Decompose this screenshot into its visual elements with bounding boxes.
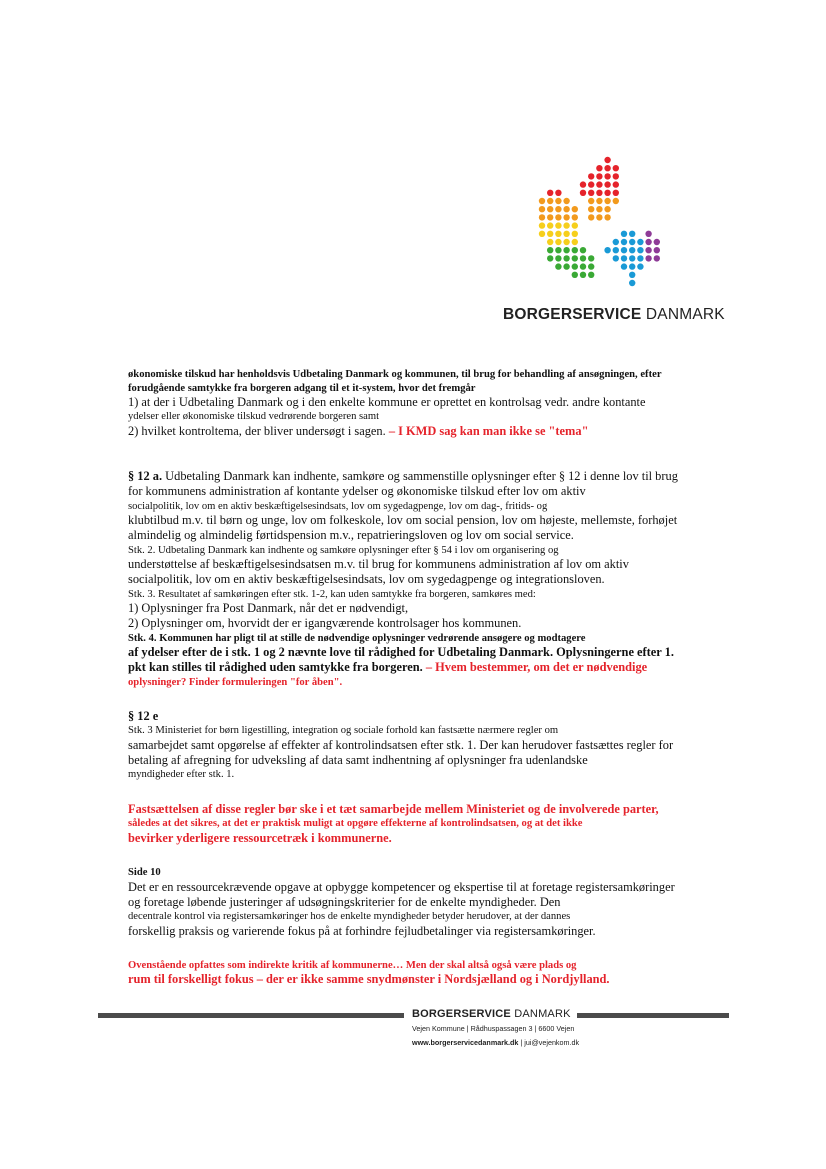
- logo-dot-25: [596, 198, 602, 204]
- logo-dot-44: [539, 222, 545, 228]
- footer-web: [412, 1038, 579, 1047]
- logo-dot-6: [604, 173, 610, 179]
- logo-dot-81: [629, 239, 635, 245]
- section-12a-text: Udbetaling Danmark kan indhente, samkøre og sammenstille oplysninger efter § 12 i denne lov til brug for kommunens administration af kontante ydelser og økonomiske tilskud efter lov om aktiv: [128, 469, 678, 499]
- logo-dot-11: [604, 181, 610, 187]
- para-2: 1) at der i Udbetaling Danmark og i den enkelte kommune er oprettet en kontrolsag vedr. andre kontante: [128, 395, 646, 410]
- logo-dot-96: [629, 280, 635, 286]
- logo-dot-22: [555, 198, 561, 204]
- logo-dot-50: [547, 231, 553, 237]
- logo-dot-13: [547, 190, 553, 196]
- logo-dot-10: [596, 181, 602, 187]
- logo-dot-83: [604, 247, 610, 253]
- stk2-cont: understøttelse af beskæftigelsesindsatsen m.v. til brug for kommunens administration af lov om aktiv socialpolitik, lov om en aktiv beskæftigelsesindsats, lov om sygedagpenge og integrationsloven.: [128, 557, 629, 587]
- logo-dot-21: [547, 198, 553, 204]
- section-12e-heading: § 12 e: [128, 709, 159, 724]
- para-1: økonomiske tilskud har henholdsvis Udbetaling Danmark og kommunen, til brug for behandling af ansøgningen, efter forudgående samtykke fra borgeren adgang til et it-system, hvor det fremgår: [128, 369, 662, 394]
- comment-a-line1: Fastsættelsen af disse regler bør ske i et tæt samarbejde mellem Ministeriet og de involverede parter,: [128, 801, 659, 816]
- header-brand: [503, 306, 725, 324]
- para-4-text: 2) hvilket kontroltema, der bliver undersøgt i sagen.: [128, 423, 389, 438]
- logo-dot-62: [580, 247, 586, 253]
- logo-dot-87: [637, 247, 643, 253]
- para-4: [128, 424, 690, 439]
- section-12e-line1: Stk. 3 Ministeriet for børn ligestilling, integration og sociale forhold kan fastsætte nærmere regler om: [128, 725, 559, 737]
- logo-dot-90: [629, 255, 635, 261]
- comment-b-line1: Ovenstående opfattes som indirekte kritik af kommunerne… Men der skal altså også være plads og: [128, 959, 577, 971]
- stk4: Stk. 4. Kommunen har pligt til at stille de nødvendige oplysninger vedrørende ansøgere og modtagere: [128, 632, 586, 644]
- logo-dot-55: [555, 239, 561, 245]
- logo-dot-17: [596, 190, 602, 196]
- comment-a-line2: således at det sikres, at det er praktisk muligt at opgøre effekterne af kontrolindsatsen, og at det ikke: [128, 818, 583, 830]
- logo-dot-45: [547, 222, 553, 228]
- logo-dot-3: [613, 165, 619, 171]
- logo-dot-36: [539, 214, 545, 220]
- logo-dot-91: [637, 255, 643, 261]
- logo-dot-60: [563, 247, 569, 253]
- stk4-comment-2: oplysninger? Finder formuleringen "for åben".: [128, 676, 343, 688]
- comment-b-line2: rum til forskelligt fokus – der er ikke samme snydmønster i Nordsjælland og i Nordjylland.: [128, 972, 610, 987]
- logo-dot-19: [613, 190, 619, 196]
- logo-dot-8: [580, 181, 586, 187]
- logo-dot-72: [580, 263, 586, 269]
- side-10-line3: forskellig praksis og varierende fokus på at forhindre fejludbetalinger via registersamkøringer.: [128, 923, 596, 938]
- logo-dot-37: [547, 214, 553, 220]
- section-12a-line2: socialpolitik, lov om en aktiv beskæftigelsesindsats, lov om sygedagpenge, lov om dag-, fritids- og: [128, 500, 548, 512]
- stk4-comment: – Hvem bestemmer, om det er nødvendige: [425, 660, 648, 675]
- logo-dot-43: [604, 214, 610, 220]
- footer-bar-left: [98, 1013, 404, 1018]
- logo-dot-41: [588, 214, 594, 220]
- logo-dot-70: [563, 263, 569, 269]
- logo-dot-47: [563, 222, 569, 228]
- logo-dot-74: [572, 272, 578, 278]
- logo-dot-18: [604, 190, 610, 196]
- footer-bar-right: [577, 1013, 729, 1018]
- logo-dot-51: [555, 231, 561, 237]
- logo-dot-73: [588, 263, 594, 269]
- logo-dot-46: [555, 222, 561, 228]
- stk4-cont: [128, 645, 690, 675]
- logo-dot-63: [547, 255, 553, 261]
- logo-dot-48: [572, 222, 578, 228]
- section-12a-heading: § 12 a.: [128, 469, 163, 484]
- logo-dot-97: [645, 231, 651, 237]
- logo-dot-68: [588, 255, 594, 261]
- logo-dot-20: [539, 198, 545, 204]
- logo-dot-103: [654, 255, 660, 261]
- logo-dot-76: [588, 272, 594, 278]
- comment-a-line3: bevirker yderligere ressourcetræk i kommunerne.: [128, 830, 392, 845]
- logo-dot-67: [580, 255, 586, 261]
- section-12a-line3: klubtilbud m.v. til børn og unge, lov om folkeskole, lov om social pension, lov om højeste, mellemste, forhøjet almindelig og almindelig førtidspension m.v., repatrieringsloven og lov om social service.: [128, 513, 678, 543]
- footer-website-link[interactable]: www.borgerservicedanmark.dk: [412, 1038, 519, 1047]
- logo-dot-1: [596, 165, 602, 171]
- logo-dot-86: [629, 247, 635, 253]
- logo-dot-33: [588, 206, 594, 212]
- logo-dot-59: [555, 247, 561, 253]
- logo-dot-101: [654, 247, 660, 253]
- logo-dot-5: [596, 173, 602, 179]
- logo-dot-35: [604, 206, 610, 212]
- para-3: ydelser eller økonomiske tilskud vedrørende borgeren samt: [128, 411, 380, 423]
- side-10-heading: Side 10: [128, 866, 161, 878]
- logo-dot-49: [539, 231, 545, 237]
- logo-dot-95: [629, 272, 635, 278]
- logo-dot-15: [580, 190, 586, 196]
- document-body: [128, 368, 690, 988]
- footer-address: Vejen Kommune | Rådhuspassagen 3 | 6600 Vejen: [412, 1024, 575, 1033]
- logo-dot-78: [629, 231, 635, 237]
- side-10-line2: decentrale kontrol via registersamkøringer hos de enkelte myndigheder betyder herudover, at der dannes: [128, 910, 571, 922]
- logo-dot-38: [555, 214, 561, 220]
- logo-dot-26: [604, 198, 610, 204]
- logo-dot-65: [563, 255, 569, 261]
- logo-dot-7: [613, 173, 619, 179]
- logo-dot-34: [596, 206, 602, 212]
- logo-dot-2: [604, 165, 610, 171]
- logo-dot-30: [555, 206, 561, 212]
- para-4-comment: – I KMD sag kan man ikke se "tema": [388, 423, 589, 438]
- logo-dot-92: [621, 263, 627, 269]
- logo-dot-100: [645, 247, 651, 253]
- logo-dot-4: [588, 173, 594, 179]
- logo-dot-64: [555, 255, 561, 261]
- logo-dot-12: [613, 181, 619, 187]
- logo-dot-52: [563, 231, 569, 237]
- stk3: Stk. 3. Resultatet af samkøringen efter stk. 1-2, kan uden samtykke fra borgeren, samkøres med:: [128, 588, 536, 600]
- footer-brand: [412, 1008, 571, 1020]
- logo-dot-39: [563, 214, 569, 220]
- logo-dot-80: [621, 239, 627, 245]
- logo-dot-27: [613, 198, 619, 204]
- logo-dot-54: [547, 239, 553, 245]
- section-12a: [128, 469, 690, 499]
- logo-dot-99: [654, 239, 660, 245]
- header-brand-bold: BORGERSERVICE: [503, 306, 642, 323]
- logo-dot-24: [588, 198, 594, 204]
- section-12e-line2: samarbejdet samt opgørelse af effekter af kontrolindsatsen efter stk. 1. Der kan herudover fastsættes regler for betaling af afregning for udveksling af data samt indhentning af oplysninger fra udenlandske: [128, 737, 674, 768]
- logo-dot-94: [637, 263, 643, 269]
- footer-brand-light: DANMARK: [510, 1008, 571, 1020]
- logo-dot-32: [572, 206, 578, 212]
- logo-dot-89: [621, 255, 627, 261]
- logo-dot-0: [604, 157, 610, 163]
- logo-dot-102: [645, 255, 651, 261]
- logo-dot-56: [563, 239, 569, 245]
- logo-dot-77: [621, 231, 627, 237]
- section-12e-line3: myndigheder efter stk. 1.: [128, 769, 235, 781]
- footer-email[interactable]: | jui@vejenkom.dk: [518, 1038, 580, 1047]
- stk3-item-1: 1) Oplysninger fra Post Danmark, når det er nødvendigt,: [128, 601, 409, 616]
- side-10-line1: Det er en ressourcekrævende opgave at opbygge kompetencer og ekspertise til at foretage registersamkøringer og foretage løbende justeringer af udsøgningskriterier for de enkelte myndigheder. Den: [128, 879, 675, 909]
- logo-dot-16: [588, 190, 594, 196]
- logo-dot-58: [547, 247, 553, 253]
- logo-dot-75: [580, 272, 586, 278]
- footer-brand-bold: BORGERSERVICE: [412, 1008, 511, 1020]
- stk2: Stk. 2. Udbetaling Danmark kan indhente og samkøre oplysninger efter § 54 i lov om organisering og: [128, 544, 559, 556]
- logo-dot-29: [547, 206, 553, 212]
- logo-dot-9: [588, 181, 594, 187]
- logo-dot-71: [572, 263, 578, 269]
- logo-dot-28: [539, 206, 545, 212]
- logo-dot-79: [613, 239, 619, 245]
- logo-dot-14: [555, 190, 561, 196]
- stk3-item-2: 2) Oplysninger om, hvorvidt der er igangværende kontrolsager hos kommunen.: [128, 616, 522, 631]
- denmark-dot-map-logo-icon: [536, 154, 666, 304]
- logo-dot-53: [572, 231, 578, 237]
- logo-dot-85: [621, 247, 627, 253]
- logo-dot-40: [572, 214, 578, 220]
- logo-dot-69: [555, 263, 561, 269]
- logo-dot-23: [563, 198, 569, 204]
- logo-dot-42: [596, 214, 602, 220]
- logo-dot-61: [572, 247, 578, 253]
- logo-dot-57: [572, 239, 578, 245]
- logo-dot-93: [629, 263, 635, 269]
- stk4-text: af ydelser efter de i stk. 1 og 2 nævnte love til rådighed for Udbetaling Danmark. Oplysningerne efter 1. pkt kan stilles til rådighed uden samtykke fra borgeren.: [128, 645, 674, 675]
- header-brand-light: DANMARK: [641, 306, 725, 323]
- logo-dot-82: [637, 239, 643, 245]
- logo-dot-31: [563, 206, 569, 212]
- logo-dot-84: [613, 247, 619, 253]
- logo-dot-88: [613, 255, 619, 261]
- logo-dot-66: [572, 255, 578, 261]
- logo-dot-98: [645, 239, 651, 245]
